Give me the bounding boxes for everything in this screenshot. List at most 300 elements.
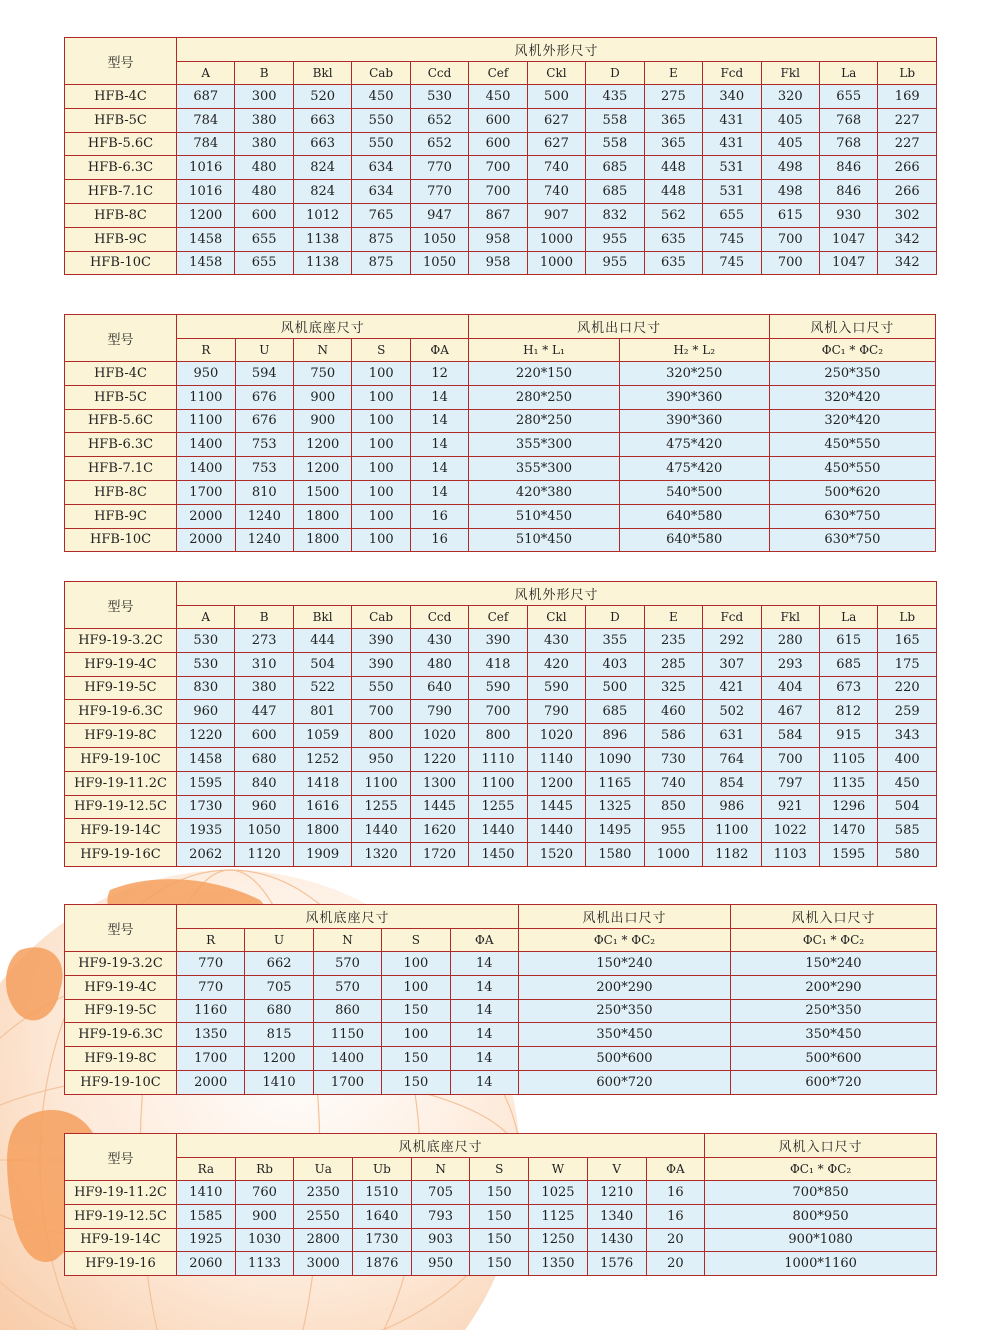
- value-cell: 753: [235, 433, 293, 457]
- value-cell: 1595: [177, 771, 235, 795]
- column-header: Rb: [235, 1158, 294, 1181]
- table-row: [65, 457, 936, 481]
- value-cell: 1458: [177, 747, 235, 771]
- value-cell: 1059: [293, 724, 351, 748]
- value-cell: 1250: [529, 1228, 588, 1252]
- value-cell: 1720: [410, 843, 468, 867]
- value-cell: 1100: [352, 771, 410, 795]
- value-cell: 100: [352, 504, 410, 528]
- value-cell: 150: [382, 1070, 450, 1094]
- value-cell: 790: [410, 700, 468, 724]
- value-cell: 652: [410, 108, 468, 132]
- value-cell: 502: [703, 700, 761, 724]
- value-cell: 1050: [410, 227, 468, 251]
- value-cell: 570: [313, 952, 381, 976]
- value-cell: 343: [878, 724, 937, 748]
- table-row: [65, 433, 936, 457]
- value-cell: 390: [352, 652, 410, 676]
- group-header: 风机出口尺寸: [518, 905, 730, 929]
- model-header: 型号: [65, 315, 177, 362]
- model-cell: HFB-5.6C: [65, 132, 177, 156]
- value-cell: 801: [293, 700, 351, 724]
- value-cell: 1100: [703, 819, 761, 843]
- model-cell: HF9-19-3.2C: [65, 952, 177, 976]
- column-header: ΦC₁ * ΦC₂: [730, 929, 936, 952]
- value-cell: 947: [410, 203, 468, 227]
- value-cell: 530: [177, 629, 235, 653]
- model-cell: HF9-19-14C: [65, 1228, 177, 1252]
- value-cell: 12: [410, 362, 468, 386]
- value-cell: 958: [469, 227, 527, 251]
- column-header: Bkl: [293, 606, 351, 629]
- value-cell: 1210: [587, 1181, 646, 1205]
- value-cell: 1400: [177, 457, 235, 481]
- value-cell: 420: [527, 652, 585, 676]
- value-cell: 1510: [353, 1181, 412, 1205]
- value-cell: 1800: [294, 528, 352, 552]
- value-cell: 950: [411, 1252, 470, 1276]
- value-cell: 1255: [469, 795, 527, 819]
- value-cell: 1410: [245, 1070, 313, 1094]
- value-cell: 227: [878, 132, 937, 156]
- group-header: 风机底座尺寸: [177, 1134, 705, 1158]
- value-cell: 400: [878, 747, 937, 771]
- value-cell: 350*450: [730, 1023, 936, 1047]
- value-cell: 558: [586, 108, 644, 132]
- table-row: [65, 156, 937, 180]
- value-cell: 500*600: [730, 1047, 936, 1071]
- value-cell: 1585: [177, 1204, 236, 1228]
- value-cell: 1255: [352, 795, 410, 819]
- value-cell: 435: [586, 85, 644, 109]
- value-cell: 950: [177, 362, 235, 386]
- value-cell: 800*950: [705, 1204, 937, 1228]
- table-row: [65, 1047, 937, 1071]
- value-cell: 14: [410, 433, 468, 457]
- value-cell: 420*380: [469, 480, 619, 504]
- value-cell: 448: [644, 156, 702, 180]
- value-cell: 467: [761, 700, 819, 724]
- value-cell: 550: [352, 132, 410, 156]
- value-cell: 340: [703, 85, 761, 109]
- value-cell: 800: [352, 724, 410, 748]
- value-cell: 100: [352, 528, 410, 552]
- value-cell: 1620: [410, 819, 468, 843]
- value-cell: 520: [293, 85, 351, 109]
- value-cell: 1325: [586, 795, 644, 819]
- value-cell: 431: [703, 132, 761, 156]
- value-cell: 450: [352, 85, 410, 109]
- value-cell: 550: [352, 676, 410, 700]
- model-cell: HF9-19-11.2C: [65, 1181, 177, 1205]
- value-cell: 770: [177, 975, 245, 999]
- value-cell: 687: [177, 85, 235, 109]
- value-cell: 558: [586, 132, 644, 156]
- value-cell: 320*250: [619, 362, 769, 386]
- column-header: La: [819, 62, 877, 85]
- value-cell: 1296: [819, 795, 877, 819]
- value-cell: 250*350: [730, 999, 936, 1023]
- value-cell: 1430: [587, 1228, 646, 1252]
- value-cell: 1138: [293, 251, 351, 275]
- value-cell: 1580: [586, 843, 644, 867]
- value-cell: 640*580: [619, 528, 769, 552]
- value-cell: 594: [235, 362, 293, 386]
- value-cell: 1016: [177, 180, 235, 204]
- value-cell: 1200: [245, 1047, 313, 1071]
- value-cell: 1020: [410, 724, 468, 748]
- value-cell: 14: [450, 975, 518, 999]
- value-cell: 562: [644, 203, 702, 227]
- value-cell: 200*290: [518, 975, 730, 999]
- value-cell: 2550: [294, 1204, 353, 1228]
- value-cell: 266: [878, 180, 937, 204]
- table-row: [65, 251, 937, 275]
- table-row: [65, 952, 937, 976]
- table-row: [65, 843, 937, 867]
- value-cell: 510*450: [469, 504, 619, 528]
- value-cell: 700: [761, 251, 819, 275]
- value-cell: 227: [878, 108, 937, 132]
- value-cell: 640*580: [619, 504, 769, 528]
- model-cell: HF9-19-16C: [65, 843, 177, 867]
- value-cell: 1616: [293, 795, 351, 819]
- table-row: [65, 676, 937, 700]
- value-cell: 1700: [177, 1047, 245, 1071]
- value-cell: 958: [469, 251, 527, 275]
- value-cell: 1182: [703, 843, 761, 867]
- table-row: [65, 362, 936, 386]
- value-cell: 854: [703, 771, 761, 795]
- value-cell: 355: [586, 629, 644, 653]
- column-header: Ccd: [410, 606, 468, 629]
- value-cell: 1150: [313, 1023, 381, 1047]
- column-header: Ccd: [410, 62, 468, 85]
- value-cell: 1000: [527, 227, 585, 251]
- value-cell: 3000: [294, 1252, 353, 1276]
- value-cell: 634: [352, 156, 410, 180]
- value-cell: 1458: [177, 251, 235, 275]
- value-cell: 1105: [819, 747, 877, 771]
- column-header: Cab: [352, 606, 410, 629]
- value-cell: 150*240: [518, 952, 730, 976]
- value-cell: 531: [703, 156, 761, 180]
- table-row: [65, 85, 937, 109]
- table-row: [65, 771, 937, 795]
- column-header: E: [644, 62, 702, 85]
- value-cell: 450*550: [769, 457, 935, 481]
- value-cell: 500: [527, 85, 585, 109]
- model-cell: HF9-19-6.3C: [65, 1023, 177, 1047]
- value-cell: 1410: [177, 1181, 236, 1205]
- value-cell: 1120: [235, 843, 293, 867]
- value-cell: 730: [644, 747, 702, 771]
- column-header: ΦC₁ * ΦC₂: [769, 339, 935, 362]
- value-cell: 14: [410, 480, 468, 504]
- model-cell: HFB-10C: [65, 528, 177, 552]
- value-cell: 915: [819, 724, 877, 748]
- value-cell: 570: [313, 975, 381, 999]
- value-cell: 1320: [352, 843, 410, 867]
- value-cell: 680: [245, 999, 313, 1023]
- value-cell: 293: [761, 652, 819, 676]
- value-cell: 1240: [235, 528, 293, 552]
- value-cell: 700: [352, 700, 410, 724]
- value-cell: 903: [411, 1228, 470, 1252]
- value-cell: 1252: [293, 747, 351, 771]
- value-cell: 700: [469, 156, 527, 180]
- value-cell: 960: [235, 795, 293, 819]
- value-cell: 600: [235, 203, 293, 227]
- group-header: 风机出口尺寸: [469, 315, 769, 339]
- value-cell: 365: [644, 132, 702, 156]
- value-cell: 302: [878, 203, 937, 227]
- value-cell: 380: [235, 676, 293, 700]
- value-cell: 830: [177, 676, 235, 700]
- table-row: [65, 1204, 937, 1228]
- value-cell: 635: [644, 251, 702, 275]
- value-cell: 627: [527, 132, 585, 156]
- value-cell: 812: [819, 700, 877, 724]
- value-cell: 2350: [294, 1181, 353, 1205]
- model-cell: HFB-9C: [65, 227, 177, 251]
- value-cell: 1100: [177, 385, 235, 409]
- value-cell: 100: [382, 952, 450, 976]
- value-cell: 220*150: [469, 362, 619, 386]
- model-cell: HF9-19-8C: [65, 1047, 177, 1071]
- value-cell: 1458: [177, 227, 235, 251]
- value-cell: 655: [819, 85, 877, 109]
- value-cell: 20: [646, 1252, 705, 1276]
- value-cell: 530: [410, 85, 468, 109]
- column-header: Ckl: [527, 606, 585, 629]
- value-cell: 627: [527, 108, 585, 132]
- value-cell: 745: [703, 227, 761, 251]
- value-cell: 100: [352, 385, 410, 409]
- value-cell: 585: [878, 819, 937, 843]
- value-cell: 100: [382, 975, 450, 999]
- value-cell: 600: [235, 724, 293, 748]
- value-cell: 900*1080: [705, 1228, 937, 1252]
- table-row: [65, 480, 936, 504]
- value-cell: 100: [352, 480, 410, 504]
- column-header: U: [235, 339, 293, 362]
- model-cell: HF9-19-3.2C: [65, 629, 177, 653]
- value-cell: 150*240: [730, 952, 936, 976]
- value-cell: 840: [235, 771, 293, 795]
- value-cell: 2000: [177, 504, 235, 528]
- column-header: H₂ * L₂: [619, 339, 769, 362]
- value-cell: 770: [177, 952, 245, 976]
- value-cell: 896: [586, 724, 644, 748]
- value-cell: 1440: [527, 819, 585, 843]
- value-cell: 1495: [586, 819, 644, 843]
- model-cell: HF9-19-6.3C: [65, 700, 177, 724]
- value-cell: 676: [235, 385, 293, 409]
- value-cell: 405: [761, 132, 819, 156]
- group-header: 风机外形尺寸: [177, 38, 937, 62]
- table-row: [65, 203, 937, 227]
- value-cell: 275: [644, 85, 702, 109]
- model-cell: HF9-19-5C: [65, 999, 177, 1023]
- value-cell: 522: [293, 676, 351, 700]
- model-cell: HFB-4C: [65, 362, 177, 386]
- column-header: Cab: [352, 62, 410, 85]
- value-cell: 16: [646, 1204, 705, 1228]
- group-header: 风机底座尺寸: [177, 905, 519, 929]
- model-header: 型号: [65, 582, 177, 629]
- value-cell: 600: [469, 132, 527, 156]
- value-cell: 590: [469, 676, 527, 700]
- value-cell: 2000: [177, 528, 235, 552]
- value-cell: 846: [819, 180, 877, 204]
- column-header: S: [352, 339, 410, 362]
- value-cell: 600: [469, 108, 527, 132]
- value-cell: 655: [235, 227, 293, 251]
- column-header: N: [313, 929, 381, 952]
- value-cell: 1400: [313, 1047, 381, 1071]
- value-cell: 1030: [235, 1228, 294, 1252]
- model-cell: HFB-7.1C: [65, 457, 177, 481]
- value-cell: 1090: [586, 747, 644, 771]
- value-cell: 921: [761, 795, 819, 819]
- value-cell: 753: [235, 457, 293, 481]
- model-cell: HF9-19-10C: [65, 1070, 177, 1094]
- value-cell: 1050: [235, 819, 293, 843]
- value-cell: 450: [469, 85, 527, 109]
- column-header: Ua: [294, 1158, 353, 1181]
- value-cell: 960: [177, 700, 235, 724]
- model-cell: HF9-19-4C: [65, 652, 177, 676]
- value-cell: 635: [644, 227, 702, 251]
- value-cell: 14: [410, 457, 468, 481]
- value-cell: 700: [469, 700, 527, 724]
- value-cell: 403: [586, 652, 644, 676]
- value-cell: 580: [878, 843, 937, 867]
- value-cell: 705: [245, 975, 313, 999]
- value-cell: 150: [470, 1228, 529, 1252]
- value-cell: 540*500: [619, 480, 769, 504]
- value-cell: 475*420: [619, 457, 769, 481]
- value-cell: 1350: [529, 1252, 588, 1276]
- value-cell: 1012: [293, 203, 351, 227]
- value-cell: 1160: [177, 999, 245, 1023]
- table-row: [65, 747, 937, 771]
- spec-table-2: [64, 314, 936, 552]
- value-cell: 1047: [819, 251, 877, 275]
- value-cell: 1400: [177, 433, 235, 457]
- value-cell: 150: [470, 1252, 529, 1276]
- model-cell: HFB-9C: [65, 504, 177, 528]
- value-cell: 1595: [819, 843, 877, 867]
- table-row: [65, 1023, 937, 1047]
- value-cell: 768: [819, 108, 877, 132]
- column-header: W: [529, 1158, 588, 1181]
- value-cell: 1340: [587, 1204, 646, 1228]
- column-header: E: [644, 606, 702, 629]
- column-header: ΦC₁ * ΦC₂: [518, 929, 730, 952]
- spec-table-5: [64, 1133, 937, 1276]
- value-cell: 1138: [293, 227, 351, 251]
- group-header: 风机入口尺寸: [730, 905, 936, 929]
- value-cell: 640: [410, 676, 468, 700]
- value-cell: 169: [878, 85, 937, 109]
- column-header: D: [586, 606, 644, 629]
- value-cell: 1016: [177, 156, 235, 180]
- value-cell: 14: [450, 999, 518, 1023]
- value-cell: 1800: [294, 504, 352, 528]
- value-cell: 480: [235, 180, 293, 204]
- value-cell: 448: [644, 180, 702, 204]
- value-cell: 342: [878, 227, 937, 251]
- value-cell: 1440: [469, 819, 527, 843]
- column-header: Fkl: [761, 606, 819, 629]
- value-cell: 900: [294, 409, 352, 433]
- value-cell: 365: [644, 108, 702, 132]
- value-cell: 530: [177, 652, 235, 676]
- value-cell: 955: [644, 819, 702, 843]
- value-cell: 907: [527, 203, 585, 227]
- model-cell: HF9-19-12.5C: [65, 1204, 177, 1228]
- value-cell: 405: [761, 108, 819, 132]
- value-cell: 1140: [527, 747, 585, 771]
- value-cell: 380: [235, 108, 293, 132]
- table-row: [65, 528, 936, 552]
- value-cell: 504: [878, 795, 937, 819]
- value-cell: 1576: [587, 1252, 646, 1276]
- value-cell: 1350: [177, 1023, 245, 1047]
- value-cell: 285: [644, 652, 702, 676]
- value-cell: 100: [352, 362, 410, 386]
- value-cell: 1135: [819, 771, 877, 795]
- model-cell: HFB-8C: [65, 480, 177, 504]
- value-cell: 784: [177, 108, 235, 132]
- value-cell: 14: [410, 385, 468, 409]
- value-cell: 2060: [177, 1252, 236, 1276]
- group-header: 风机底座尺寸: [177, 315, 469, 339]
- value-cell: 498: [761, 180, 819, 204]
- value-cell: 768: [819, 132, 877, 156]
- value-cell: 740: [527, 180, 585, 204]
- value-cell: 150: [470, 1181, 529, 1205]
- value-cell: 700: [469, 180, 527, 204]
- model-cell: HF9-19-16: [65, 1252, 177, 1276]
- column-header: H₁ * L₁: [469, 339, 619, 362]
- value-cell: 745: [703, 251, 761, 275]
- value-cell: 663: [293, 108, 351, 132]
- value-cell: 14: [450, 1047, 518, 1071]
- column-header: S: [382, 929, 450, 952]
- value-cell: 1240: [235, 504, 293, 528]
- value-cell: 1200: [527, 771, 585, 795]
- value-cell: 832: [586, 203, 644, 227]
- value-cell: 740: [527, 156, 585, 180]
- value-cell: 100: [352, 433, 410, 457]
- value-cell: 320*420: [769, 409, 935, 433]
- value-cell: 14: [410, 409, 468, 433]
- value-cell: 342: [878, 251, 937, 275]
- value-cell: 1450: [469, 843, 527, 867]
- value-cell: 630*750: [769, 528, 935, 552]
- model-cell: HFB-8C: [65, 203, 177, 227]
- table-row: [65, 700, 937, 724]
- value-cell: 1445: [527, 795, 585, 819]
- value-cell: 1125: [529, 1204, 588, 1228]
- value-cell: 586: [644, 724, 702, 748]
- table-row: [65, 795, 937, 819]
- value-cell: 824: [293, 180, 351, 204]
- value-cell: 770: [410, 180, 468, 204]
